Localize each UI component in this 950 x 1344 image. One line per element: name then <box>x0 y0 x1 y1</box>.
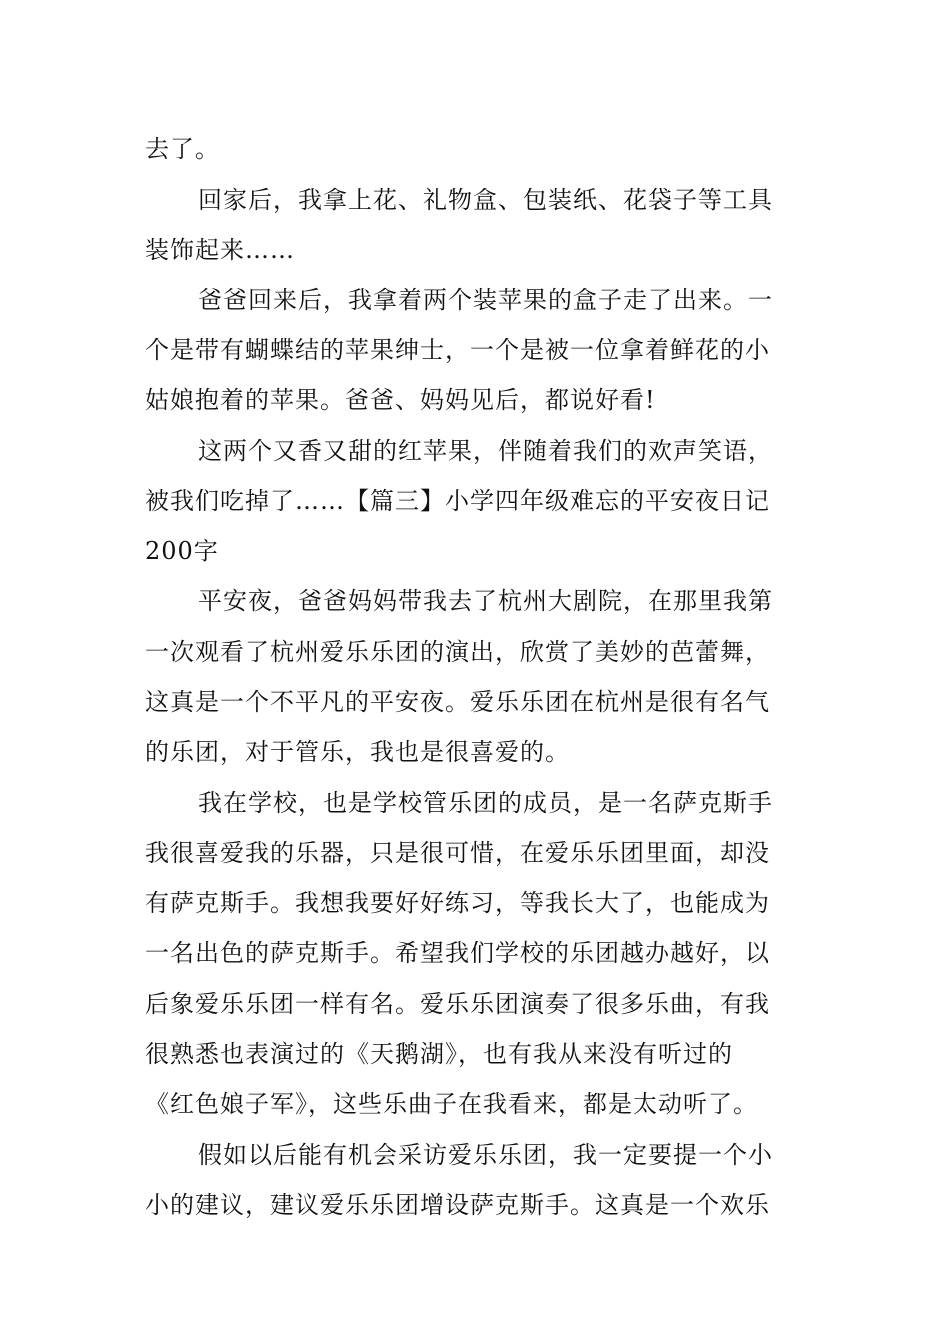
text-line: 平安夜，爸爸妈妈带我去了杭州大剧院，在那里我第 <box>198 587 773 615</box>
text-line: 小的建议，建议爱乐乐团增设萨克斯手。这真是一个欢乐 <box>145 1191 770 1219</box>
text-line: 《红色娘子军》，这些乐曲子在我看来，都是太动听了。 <box>145 1090 758 1118</box>
text-line: 我很喜爱我的乐器，只是很可惜，在爱乐乐团里面，却没 <box>145 839 770 867</box>
text-line: 姑娘抱着的苹果。爸爸、妈妈见后，都说好看! <box>145 386 656 414</box>
text-line: 这真是一个不平凡的平安夜。爱乐乐团在杭州是很有名气 <box>145 688 770 716</box>
text-line: 这两个又香又甜的红苹果，伴随着我们的欢声笑语， <box>198 437 773 465</box>
text-line: 200字 <box>145 537 219 565</box>
text-line: 装饰起来…… <box>145 236 295 264</box>
text-line: 回家后，我拿上花、礼物盒、包装纸、花袋子等工具 <box>198 186 773 214</box>
text-line: 被我们吃掉了……【篇三】小学四年级难忘的平安夜日记 <box>145 487 770 515</box>
text-line: 后象爱乐乐团一样有名。爱乐乐团演奏了很多乐曲，有我 <box>145 990 770 1018</box>
text-line: 的乐团，对于管乐，我也是很喜爱的。 <box>145 738 570 766</box>
text-line: 很熟悉也表演过的《天鹅湖》，也有我从来没有听过的 <box>145 1040 733 1068</box>
text-line: 爸爸回来后，我拿着两个装苹果的盒子走了出来。一 <box>198 286 773 314</box>
text-line: 假如以后能有机会采访爱乐乐团，我一定要提一个小 <box>198 1141 773 1169</box>
text-line: 一名出色的萨克斯手。希望我们学校的乐团越办越好，以 <box>145 939 770 967</box>
text-line: 我在学校，也是学校管乐团的成员，是一名萨克斯手 <box>198 789 773 817</box>
text-line: 个是带有蝴蝶结的苹果绅士，一个是被一位拿着鲜花的小 <box>145 336 770 364</box>
text-line: 一次观看了杭州爱乐乐团的演出，欣赏了美妙的芭蕾舞， <box>145 638 770 666</box>
text-line: 有萨克斯手。我想我要好好练习，等我长大了，也能成为 <box>145 889 770 917</box>
text-line: 去了。 <box>145 135 220 163</box>
